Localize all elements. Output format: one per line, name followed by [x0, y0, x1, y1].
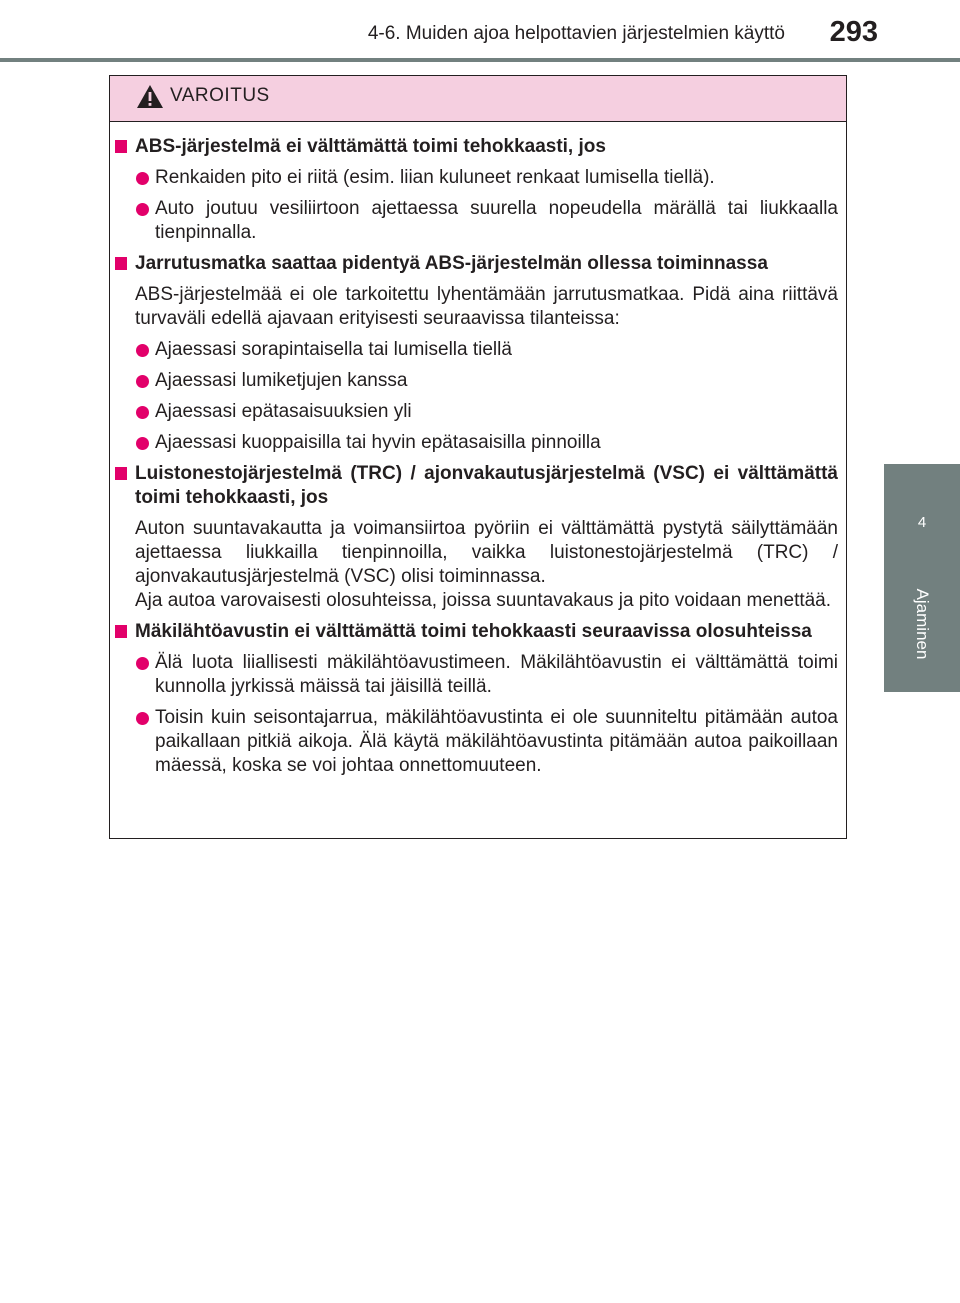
round-bullet-icon — [136, 657, 149, 670]
square-bullet-icon — [115, 467, 127, 480]
round-bullet-icon — [136, 344, 149, 357]
section-paragraph: ABS-järjestelmää ei ole tarkoitettu lyhentämään jarrutusmatkaa. Pidä aina riittävä turvaväli edellä ajavaan erityisesti seuraavissa tilanteissa: — [135, 284, 838, 329]
warning-content — [110, 122, 846, 778]
round-bullet-icon — [136, 375, 149, 388]
chapter-number: 4 — [917, 514, 927, 531]
list-item: Ajaessasi sorapintaisella tai lumisella tiellä — [115, 338, 838, 362]
list-item: Ajaessasi epätasaisuuksien yli — [115, 400, 838, 424]
chapter-label: Ajaminen — [913, 588, 932, 660]
section-heading: Jarrutusmatka saattaa pidentyä ABS-järjestelmän ollessa toiminnassa — [115, 252, 838, 276]
round-bullet-icon — [136, 406, 149, 419]
chapter-tab — [884, 464, 960, 692]
list-item: Ajaessasi lumiketjujen kanssa — [115, 369, 838, 393]
running-header: 4-6. Muiden ajoa helpottavien järjestelmien käyttö — [367, 23, 785, 44]
square-bullet-icon — [115, 257, 127, 270]
round-bullet-icon — [136, 172, 149, 185]
list-item: Toisin kuin seisontajarrua, mäkilähtöavustinta ei ole suunniteltu pitämään autoa paikallaan pitkiä aikoja. Älä käytä mäkilähtöavustinta pitämään autoa paikoillaan mäessä, koska se voi johtaa onnettomuuteen. — [115, 706, 838, 778]
round-bullet-icon — [136, 437, 149, 450]
warning-triangle-icon — [136, 84, 164, 109]
round-bullet-icon — [136, 203, 149, 216]
list-item: Älä luota liiallisesti mäkilähtöavustimeen. Mäkilähtöavustin ei välttämättä toimi kunnolla jyrkissä mäissä tai jäisillä teillä. — [115, 651, 838, 699]
round-bullet-icon — [136, 712, 149, 725]
square-bullet-icon — [115, 625, 127, 638]
section-heading: Mäkilähtöavustin ei välttämättä toimi tehokkaasti seuraavissa olosuhteissa — [115, 620, 838, 644]
square-bullet-icon — [115, 140, 127, 153]
warning-header — [110, 76, 846, 122]
warning-title: VAROITUS — [170, 85, 270, 106]
header-rule — [0, 58, 960, 62]
section-heading: ABS-järjestelmä ei välttämättä toimi tehokkaasti, jos — [115, 135, 838, 159]
page-number: 293 — [829, 16, 878, 48]
warning-box — [109, 75, 847, 839]
section-heading: Luistonestojärjestelmä (TRC) / ajonvakautusjärjestelmä (VSC) ei välttämättä toimi tehokkaasti, jos — [115, 462, 838, 510]
list-item: Renkaiden pito ei riitä (esim. liian kuluneet renkaat lumisella tiellä). — [115, 166, 838, 190]
section-paragraph: Auton suuntavakautta ja voimansiirtoa pyöriin ei välttämättä pystytä säilyttämään ajettaessa liukkailla tienpinnoilla, vaikka luistonestojärjestelmä (TRC) / ajonvakautusjärjestelmä (VSC) olisi toiminnassa. Aja autoa varovaisesti olosuhteissa, joissa suuntavakaus ja pito voidaan menettää. — [135, 518, 838, 611]
list-item: Auto joutuu vesiliirtoon ajettaessa suurella nopeudella märällä tai liukkaalla tienpinnalla. — [115, 197, 838, 245]
list-item: Ajaessasi kuoppaisilla tai hyvin epätasaisilla pinnoilla — [115, 431, 838, 455]
